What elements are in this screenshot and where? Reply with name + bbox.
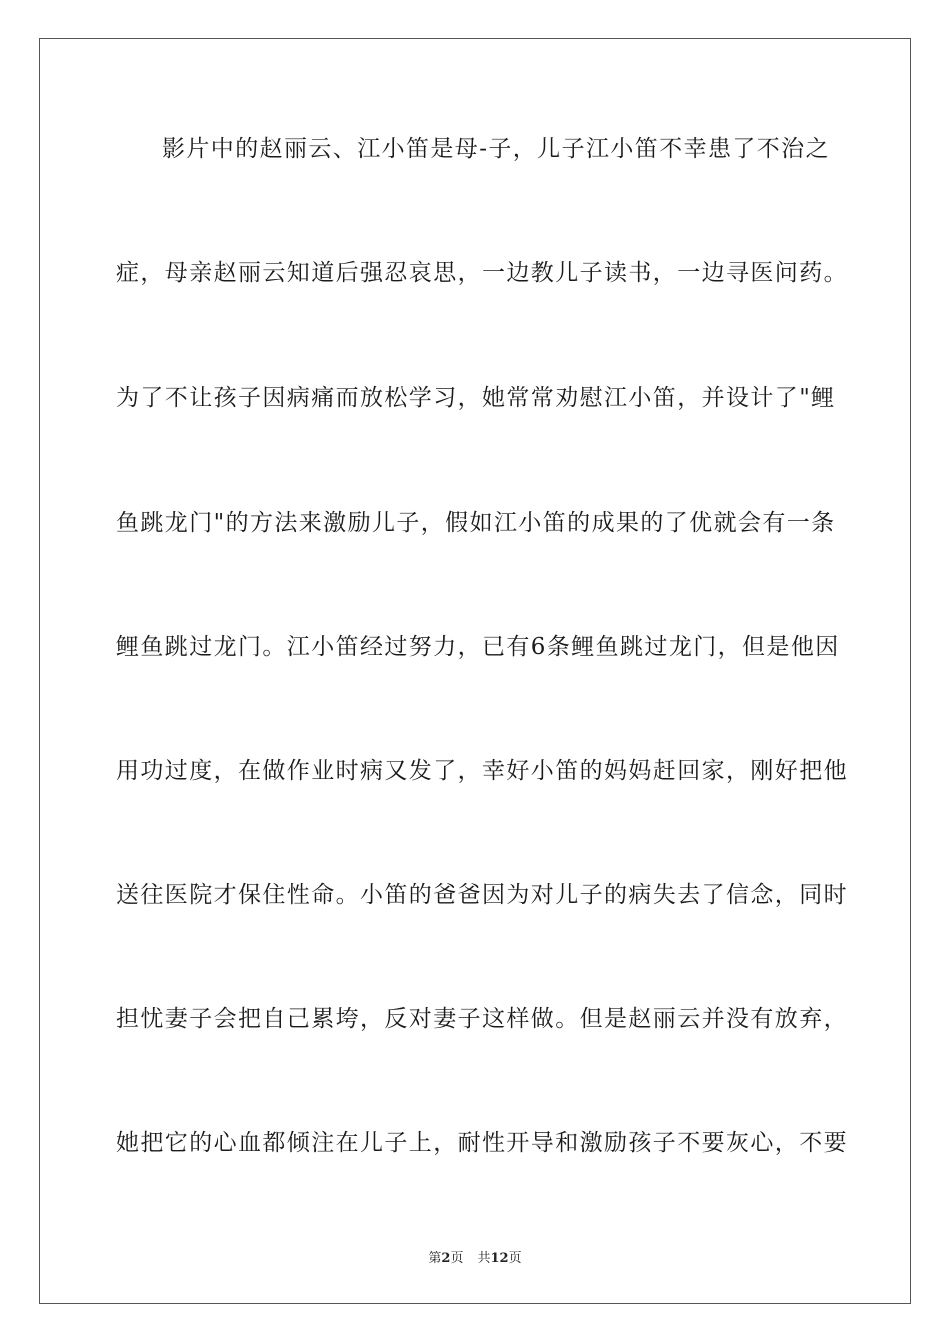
- page-footer: [0, 1250, 950, 1268]
- text-line-5: 鲤鱼跳过龙门。江小笛经过努力，已有6条鲤鱼跳过龙门，但是他因: [116, 634, 840, 660]
- total-suffix: 页: [508, 1251, 522, 1266]
- text-line-2: 症，母亲赵丽云知道后强忍哀思，一边教儿子读书，一边寻医问药。: [116, 260, 848, 286]
- text-line-6: 用功过度，在做作业时病又发了，幸好小笛的妈妈赶回家，刚好把他: [116, 758, 848, 784]
- page-border: [39, 38, 911, 1304]
- page-prefix: 第: [428, 1251, 442, 1266]
- text-line-4: 鱼跳龙门"的方法来激励儿子，假如江小笛的成果的了优就会有一条: [116, 510, 836, 536]
- text-line-9: 她把它的心血都倾注在儿子上，耐性开导和激励孩子不要灰心，不要: [116, 1130, 848, 1156]
- text-line-8: 担忧妻子会把自己累垮，反对妻子这样做。但是赵丽云并没有放弃，: [116, 1006, 848, 1032]
- page-number: 2: [441, 1251, 451, 1266]
- page-suffix: 页: [450, 1251, 464, 1266]
- total-prefix: 共: [477, 1251, 491, 1266]
- total-pages: 12: [490, 1251, 509, 1266]
- text-line-1: 影片中的赵丽云、江小笛是母-子，儿子江小笛不幸患了不治之: [162, 136, 830, 162]
- text-line-3: 为了不让孩子因病痛而放松学习，她常常劝慰江小笛，并设计了"鲤: [116, 385, 836, 411]
- text-line-7: 送往医院才保住性命。小笛的爸爸因为对儿子的病失去了信念，同时: [116, 882, 848, 908]
